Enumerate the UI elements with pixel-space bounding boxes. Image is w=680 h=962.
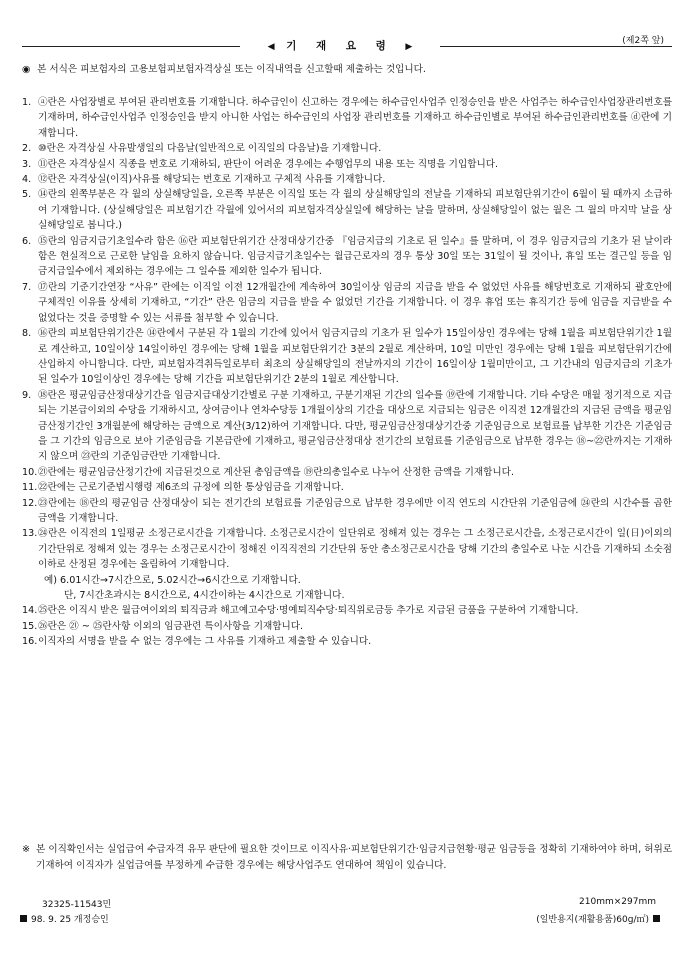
item-text: 이직자의 서명을 받을 수 없는 경우에는 그 사유를 기재하고 제출할 수 있습니다. (38, 636, 372, 648)
item-number: 12. (22, 497, 38, 509)
item-text: ⑰란의 기준기간연장 “사유” 란에는 이직일 이전 12개월간에 계속하여 30일이상 임금의 지급을 받을 수 없었던 사유를 해당번호로 기재하되 괄호안에 구체적인 이유를 상세히 기재하고, “기간” 란은 임금의 지급을 받을 수 없었던 기간을 기재합니다. 이 경우 휴업 또는 휴직기간 등에 임금을 지급받을 수 없었다는 것을 증명할 수 있는 서류를 첨부할 수 있습니다. (38, 281, 672, 324)
form-code: 32325-11543민 (42, 900, 112, 910)
item-number: 2. (22, 143, 32, 155)
paper-spec-text: (일반용지(재활용품)60g/㎡) (536, 915, 649, 925)
note-text: 본 이직확인서는 실업급여 수급자격 유무 판단에 필요한 것이므로 이직사유·피보험단위기간·임금지급현황·평균 임금등을 정확히 기재하여야 하며, 허위로 기재하여 이직자가 실업급여를 부정하게 수급한 경우에는 해당사업주도 연대하여 책임이 있습니다. (36, 844, 672, 871)
instruction-item (22, 187, 672, 233)
square-mark-icon (20, 915, 27, 922)
item-number: 15. (22, 620, 38, 632)
instruction-item (22, 496, 672, 527)
right-triangle-icon: ▶ (405, 42, 413, 52)
item-number: 16. (22, 636, 38, 648)
item-text: ㉒란에는 근로기준법시행령 제6조의 규정에 의한 통상임금을 기재합니다. (38, 482, 344, 494)
instruction-item (22, 141, 672, 156)
item-example-note: 단, 7시간초과시는 8시간으로, 4시간이하는 4시간으로 기재합니다. (64, 590, 345, 601)
intro-statement (22, 64, 672, 76)
item-number: 8. (22, 328, 32, 340)
item-number: 11. (22, 482, 38, 494)
left-triangle-icon: ◀ (267, 42, 275, 52)
item-text: ㉔란은 이직전의 1일평균 소정근로시간을 기재합니다. 소정근로시간이 일단위로 정해져 있는 경우는 그 소정근로시간을, 소정근로시간이 일(日)이외의 기간단위로 정해져 있는 경우는 소정근로시간이 정해진 이직직전의 기간단위 동안 총소정근로시간을 당해 기간의 총일수로 나눈 시간을 기재하되 소숫점이하로 산정된 경우에는 올림하여 기재합니다. (38, 528, 672, 571)
item-text: ㉑란에는 평균임금산정기간에 지급된것으로 계산된 총임금액을 ⑲란의총일수로 나누어 산정한 금액을 기재합니다. (38, 466, 514, 478)
header-rule-right (440, 46, 672, 47)
item-text: ⑪란은 자격상실시 직종을 번호로 기재하되, 판단이 어려운 경우에는 수행업무의 내용 또는 직명을 기입합니다. (38, 158, 499, 170)
instruction-item (22, 388, 672, 465)
item-number: 10. (22, 466, 38, 478)
item-number: 9. (22, 389, 32, 401)
item-number: 4. (22, 174, 32, 186)
item-text: ⑭란의 왼쪽부분은 각 월의 상실해당일을, 오른쪽 부분은 이직일 또는 각 월의 상실해당일의 전날을 기재하되 피보험단위기간이 6월이 될 때까지 소급하여 기재합니다. (상실해당일은 피보험기간 각월에 있어서의 피보험자격상실일에 해당하는 날을 말하며, 상실해당일이 없는 월은 그 월의 마지막 날을 상실해당일로 봅니다.) (38, 189, 672, 232)
instruction-item (22, 465, 672, 480)
header-rule-left (22, 46, 240, 47)
instruction-item (22, 480, 672, 495)
paper-size: 210mm×297mm (579, 897, 656, 907)
intro-text: 본 서식은 피보험자의 고용보험피보험자격상실 또는 이직내역을 신고할때 제출하는 것입니다. (37, 64, 426, 75)
instruction-item (22, 280, 672, 326)
approval-text: 98. 9. 25 개정승인 (31, 915, 109, 925)
item-text: ⑩란은 자격상실 사유발생일의 다음날(일반적으로 이직일의 다음날)을 기재합니다. (38, 143, 382, 155)
instruction-item (22, 234, 672, 280)
item-number: 14. (22, 605, 38, 617)
item-example: 예) 6.01시간→7시간으로, 5.02시간→6시간으로 기재합니다. (44, 574, 301, 586)
square-mark-icon (653, 915, 660, 922)
item-number: 7. (22, 281, 32, 293)
instruction-item (22, 157, 672, 172)
item-text: ⑱란은 평균임금산정대상기간을 임금지급대상기간별로 구분 기재하고, 구분기재된 기간의 일수를 ⑲란에 기재합니다. 기타 수당은 매월 정기적으로 지급되는 기본급이외의 수당을 기재하시고, 상여금이나 연차수당등 1개월이상의 기간을 대상으로 지급되는 임금은 이직전 12개월간의 지급된 금액을 평균임금산정기간인 3개월분에 해당하는 금액으로 계산(3/12)하여 기재합니다. 다만, 평균임금산정대상기간중 기준임금으로 보험료를 납부한 기간은 기준임금을 그 기간의 임금으로 보아 기준임금을 기본급란에 기재하고, 평균임금산정대상 전기간의 보험료를 기준임금으로 납부한 경우는 ⑱~㉒란까지는 기재하지 않으며 ㉓란의 기준임금란만 기재합니다. (38, 389, 672, 463)
circle-bullet-icon: ◉ (22, 64, 31, 75)
instruction-item (22, 95, 672, 141)
instruction-item (22, 326, 672, 388)
page-number: (제2쪽 앞) (622, 36, 664, 46)
item-number: 1. (22, 97, 32, 108)
instruction-item (22, 526, 672, 603)
item-number: 13. (22, 528, 38, 540)
section-title (240, 38, 440, 53)
item-text: ㉓란에는 ⑱란의 평균임금 산정대상이 되는 전기간의 보험료를 기준임금으로 납부한 경우에만 이직 연도의 시간단위 기준임금에 ㉔란의 시간수를 곱한 금액을 기재합니다. (38, 497, 672, 524)
approval-line (16, 912, 109, 925)
item-text: ⑮란의 임금지급기초일수라 함은 ⑯란 피보험단위기간 산정대상기간중 『임금지급의 기초로 된 일수』를 말하며, 이 경우 임금지급의 기초가 된 날이라 함은 현실적으로 근로한 날임을 요하지 않습니다. 임금지급기초일수는 월급근로자의 경우 통상 30일 또는 31일이 될 것이나, 휴일 또는 결근일 등을 임금지급일수에서 제외하는 경우에는 그 일수를 제외한 일수가 됩니다. (38, 235, 672, 278)
item-number: 5. (22, 189, 32, 201)
item-text: ㉖란은 ㉑ ~ ㉕란사항 이외의 임금관련 특이사항을 기재합니다. (38, 620, 304, 632)
paper-spec-line (536, 912, 664, 925)
instruction-item (22, 172, 672, 187)
instruction-list (22, 95, 672, 650)
item-text: ⑫란은 자격상실(이직)사유를 해당되는 번호로 기재하고 구체적 사유를 기재합니다. (38, 174, 386, 186)
title-text: 기 재 요 령 (286, 40, 394, 52)
warning-note (22, 842, 672, 873)
item-text: ⑯란의 피보험단위기간은 ⑭란에서 구분된 각 1월의 기간에 있어서 임금지급의 기초가 된 일수가 15일이상인 경우에는 당해 1월을 피보험단위기간 1월로 계산하고, 10일이상 14일이하인 경우에는 당해 1월을 피보험단위기간 3분의 2월로 계산하며, 10일 미만인 경우에는 당해 1월을 피보험단위기간에 산입하지 아니합니다. 다만, 피보험자격취득일로부터 최초의 상실해당일의 전날까지의 기간이 16일이상 1월미만이고, 그 기간내의 임금지급의 기초가 된 일수가 10일이상인 경우에는 당해 기간을 피보험단위기간 2분의 1월로 계산합니다. (38, 328, 672, 386)
item-text: ㉕란은 이직시 받은 월급여이외의 퇴직금과 해고예고수당·명예퇴직수당·퇴직위로금등 추가로 지급된 금품을 구분하여 기재합니다. (38, 605, 579, 617)
instruction-item (22, 634, 672, 649)
reference-mark-icon: ※ (22, 844, 31, 855)
instruction-item (22, 619, 672, 634)
instruction-item (22, 603, 672, 618)
item-number: 3. (22, 158, 32, 170)
item-number: 6. (22, 235, 32, 247)
item-text: ⓐ란은 사업장별로 부여된 관리번호를 기재합니다. 하수급인이 신고하는 경우에는 하수급인사업주 인정승인을 받은 사업주는 하수급인사업장관리번호를 기재하며, 하수급인사업주 인정승인을 받지 아니한 사업는 하수급인의 사업장 관리번호를 기재하고 하수급인별로 부여된 하수급인관리번호를 ⓓ란에 기재합니다. (38, 97, 672, 139)
